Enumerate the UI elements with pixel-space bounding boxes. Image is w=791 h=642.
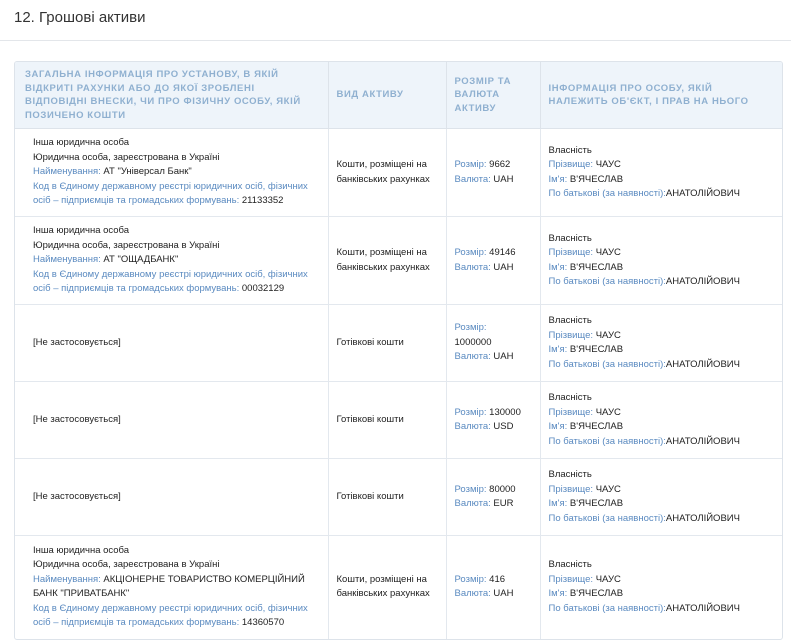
name-label: Найменування: bbox=[33, 254, 101, 266]
asset-type-cell: Готівкові кошти bbox=[328, 459, 446, 536]
institution-cell: [Не застосовується] bbox=[15, 459, 328, 536]
currency-label: Валюта: bbox=[454, 173, 491, 185]
institution-code-value: 14360570 bbox=[241, 617, 285, 629]
asset-type-cell: Кошти, розміщені на банківських рахунках bbox=[328, 536, 446, 639]
first-name-value: В'ЯЧЕСЛАВ bbox=[569, 421, 624, 432]
first-name-label: Ім'я: bbox=[548, 344, 568, 355]
monetary-assets-table bbox=[14, 61, 783, 640]
header-amount-currency: РОЗМІР ТА ВАЛЮТА АКТИВУ bbox=[446, 62, 540, 129]
currency-label: Валюта: bbox=[454, 498, 491, 509]
currency-value: UAH bbox=[493, 261, 514, 273]
patronymic-label: По батькові (за наявності): bbox=[548, 188, 666, 199]
code-label: Код в Єдиному державному реєстрі юридичних осіб, фізичних осіб – підприємців та громадських формувань: bbox=[33, 268, 308, 295]
patronymic-value: АНАТОЛІЙОВИЧ bbox=[665, 435, 740, 447]
patronymic-label: По батькові (за наявності): bbox=[548, 602, 666, 614]
patronymic-label: По батькові (за наявності): bbox=[548, 276, 666, 287]
surname-value: ЧАУС bbox=[595, 573, 621, 585]
first-name-label: Ім'я: bbox=[548, 261, 568, 273]
ownership-right: Власність bbox=[548, 144, 592, 156]
institution-name-value: АТ "Універсал Банк" bbox=[103, 166, 192, 178]
amount-label: Розмір: bbox=[454, 406, 487, 418]
table-row bbox=[15, 129, 782, 217]
currency-label: Валюта: bbox=[454, 421, 491, 432]
asset-type-cell: Готівкові кошти bbox=[328, 305, 446, 382]
surname-value: ЧАУС bbox=[595, 406, 621, 418]
amount-label: Розмір: bbox=[454, 159, 487, 170]
table-row bbox=[15, 217, 782, 305]
table-row bbox=[15, 459, 782, 536]
surname-value: ЧАУС bbox=[595, 159, 621, 170]
surname-label: Прізвище: bbox=[548, 159, 594, 170]
institution-code bbox=[33, 180, 320, 209]
amount-cell bbox=[446, 459, 540, 536]
table-row bbox=[15, 536, 782, 639]
section-title: 12. Грошові активи bbox=[14, 9, 146, 26]
currency-value: UAH bbox=[493, 351, 514, 363]
institution-name bbox=[33, 573, 320, 602]
institution-name bbox=[33, 165, 320, 180]
table-header-row bbox=[15, 62, 782, 129]
amount-label: Розмір: bbox=[454, 483, 487, 495]
first-name-value: В'ЯЧЕСЛАВ bbox=[569, 344, 624, 355]
patronymic-label: По батькові (за наявності): bbox=[548, 512, 666, 524]
owner-cell bbox=[540, 382, 782, 459]
amount-cell bbox=[446, 129, 540, 217]
name-label: Найменування: bbox=[33, 573, 101, 585]
code-label: Код в Єдиному державному реєстрі юридичних осіб, фізичних осіб – підприємців та громадських формувань: bbox=[33, 180, 308, 207]
institution-code-value: 00032129 bbox=[241, 283, 285, 295]
section-divider bbox=[0, 40, 791, 41]
institution-code bbox=[33, 602, 320, 631]
institution-type: Інша юридична особа bbox=[33, 137, 130, 149]
institution-name bbox=[33, 253, 320, 268]
institution-registration: Юридична особа, зареєстрована в Україні bbox=[33, 151, 220, 163]
ownership-right: Власність bbox=[548, 559, 592, 571]
owner-cell bbox=[540, 217, 782, 305]
amount-value: 130000 bbox=[489, 406, 521, 418]
institution-cell: [Не застосовується] bbox=[15, 382, 328, 459]
institution-type: Інша юридична особа bbox=[33, 544, 130, 556]
amount-label: Розмір: bbox=[454, 322, 487, 334]
amount-label: Розмір: bbox=[454, 247, 487, 258]
first-name-label: Ім'я: bbox=[548, 498, 568, 509]
amount-cell bbox=[446, 382, 540, 459]
patronymic-label: По батькові (за наявності): bbox=[548, 435, 666, 447]
ownership-right: Власність bbox=[548, 232, 592, 244]
surname-label: Прізвище: bbox=[548, 247, 594, 258]
amount-value: 416 bbox=[489, 573, 506, 585]
patronymic-value: АНАТОЛІЙОВИЧ bbox=[665, 188, 740, 199]
code-label: Код в Єдиному державному реєстрі юридичних осіб, фізичних осіб – підприємців та громадських формувань: bbox=[33, 602, 308, 629]
institution-cell bbox=[15, 217, 328, 305]
currency-value: EUR bbox=[493, 498, 514, 509]
ownership-right: Власність bbox=[548, 392, 592, 403]
institution-cell bbox=[15, 129, 328, 217]
first-name-value: В'ЯЧЕСЛАВ bbox=[569, 173, 624, 185]
institution-code bbox=[33, 268, 320, 297]
institution-registration: Юридична особа, зареєстрована в Україні bbox=[33, 239, 220, 251]
first-name-value: В'ЯЧЕСЛАВ bbox=[569, 498, 624, 509]
amount-cell bbox=[446, 217, 540, 305]
patronymic-value: АНАТОЛІЙОВИЧ bbox=[665, 602, 740, 614]
currency-value: UAH bbox=[493, 173, 514, 185]
header-owner: ІНФОРМАЦІЯ ПРО ОСОБУ, ЯКІЙ НАЛЕЖИТЬ ОБ'ЄКТ, І ПРАВ НА НЬОГО bbox=[540, 62, 782, 129]
patronymic-value: АНАТОЛІЙОВИЧ bbox=[665, 512, 740, 524]
first-name-value: В'ЯЧЕСЛАВ bbox=[569, 588, 624, 600]
institution-cell bbox=[15, 536, 328, 639]
first-name-value: В'ЯЧЕСЛАВ bbox=[569, 261, 624, 273]
institution-registration: Юридична особа, зареєстрована в Україні bbox=[33, 559, 220, 571]
asset-type-cell: Кошти, розміщені на банківських рахунках bbox=[328, 217, 446, 305]
institution-type: Інша юридична особа bbox=[33, 225, 130, 237]
currency-value: USD bbox=[493, 421, 514, 432]
owner-cell bbox=[540, 459, 782, 536]
patronymic-value: АНАТОЛІЙОВИЧ bbox=[665, 358, 740, 370]
surname-label: Прізвище: bbox=[548, 573, 594, 585]
amount-value: 1000000 bbox=[454, 336, 492, 348]
table-row bbox=[15, 382, 782, 459]
patronymic-label: По батькові (за наявності): bbox=[548, 358, 666, 370]
surname-value: ЧАУС bbox=[595, 483, 621, 495]
institution-code-value: 21133352 bbox=[241, 195, 284, 207]
institution-cell: [Не застосовується] bbox=[15, 305, 328, 382]
surname-label: Прізвище: bbox=[548, 406, 594, 418]
surname-value: ЧАУС bbox=[595, 247, 621, 258]
surname-label: Прізвище: bbox=[548, 329, 594, 341]
first-name-label: Ім'я: bbox=[548, 421, 568, 432]
surname-label: Прізвище: bbox=[548, 483, 594, 495]
amount-value: 9662 bbox=[489, 159, 511, 170]
surname-value: ЧАУС bbox=[595, 329, 621, 341]
owner-cell bbox=[540, 536, 782, 639]
owner-cell bbox=[540, 305, 782, 382]
first-name-label: Ім'я: bbox=[548, 173, 568, 185]
ownership-right: Власність bbox=[548, 469, 592, 480]
amount-label: Розмір: bbox=[454, 573, 487, 585]
currency-label: Валюта: bbox=[454, 588, 491, 600]
name-label: Найменування: bbox=[33, 166, 101, 178]
asset-type-cell: Кошти, розміщені на банківських рахунках bbox=[328, 129, 446, 217]
owner-cell bbox=[540, 129, 782, 217]
header-asset-type: ВИД АКТИВУ bbox=[328, 62, 446, 129]
ownership-right: Власність bbox=[548, 315, 592, 326]
amount-cell bbox=[446, 536, 540, 639]
currency-label: Валюта: bbox=[454, 351, 491, 363]
header-institution: ЗАГАЛЬНА ІНФОРМАЦІЯ ПРО УСТАНОВУ, В ЯКІЙ ВІДКРИТІ РАХУНКИ АБО ДО ЯКОЇ ЗРОБЛЕНІ ВІДПОВІДНІ ВНЕСКИ, ЧИ ПРО ФІЗИЧНУ ОСОБУ, ЯКІЙ ПОЗИЧЕНО КОШТИ bbox=[15, 62, 328, 129]
institution-name-value: АТ "ОЩАДБАНК" bbox=[103, 254, 179, 266]
amount-value: 80000 bbox=[489, 483, 516, 495]
currency-value: UAH bbox=[493, 588, 514, 600]
asset-type-cell: Готівкові кошти bbox=[328, 382, 446, 459]
currency-label: Валюта: bbox=[454, 261, 491, 273]
patronymic-value: АНАТОЛІЙОВИЧ bbox=[665, 276, 740, 287]
first-name-label: Ім'я: bbox=[548, 588, 568, 600]
institution-name-value: АКЦІОНЕРНЕ ТОВАРИСТВО КОМЕРЦІЙНИЙ БАНК "ПРИВАТБАНК" bbox=[33, 573, 305, 600]
amount-cell bbox=[446, 305, 540, 382]
table-row bbox=[15, 305, 782, 382]
amount-value: 49146 bbox=[489, 247, 516, 258]
